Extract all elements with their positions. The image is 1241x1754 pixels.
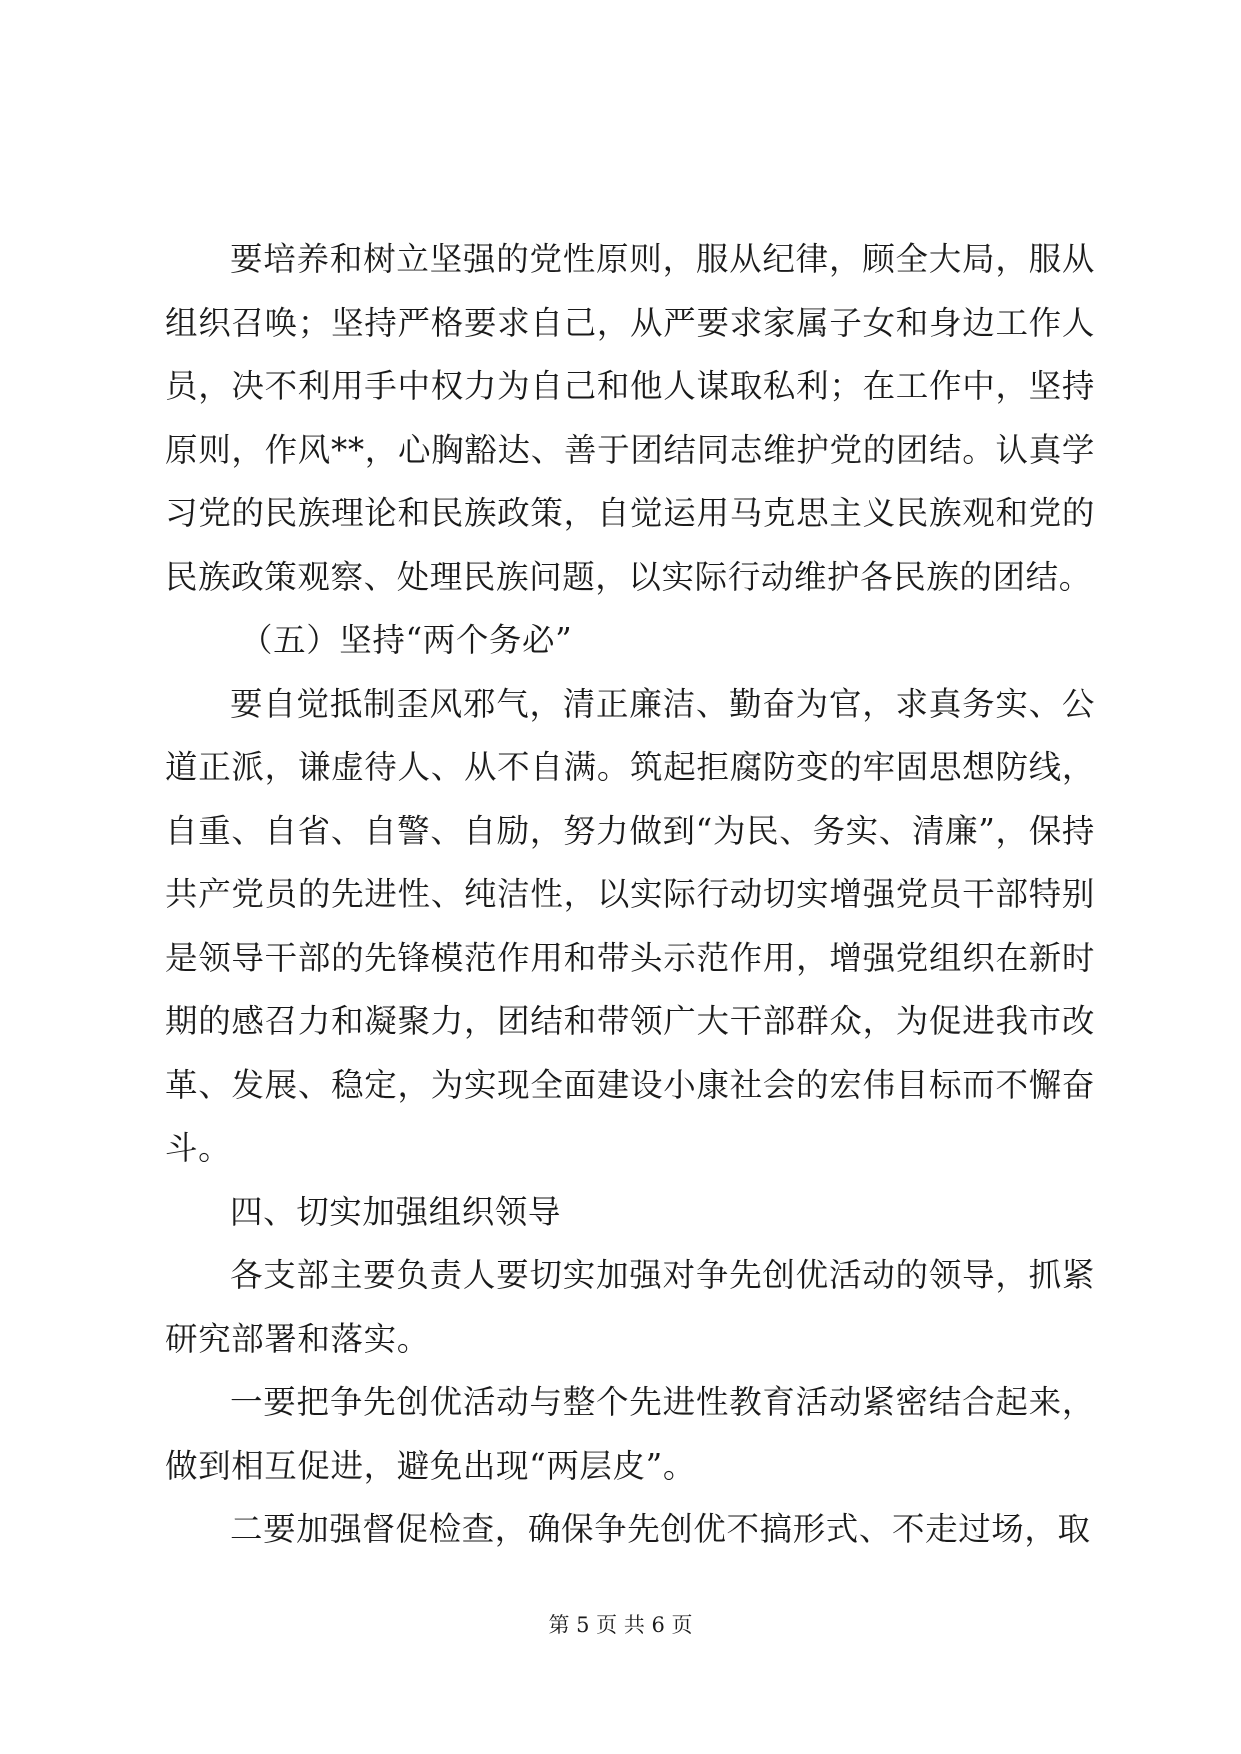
page-footer — [0, 1610, 1241, 1640]
paragraph-party-principles: 要培养和树立坚强的党性原则，服从纪律，顾全大局，服从组织召唤；坚持严格要求自己，从严要求家属子女和身边工作人员，决不利用手中权力为自己和他人谋取私利；在工作中，坚持原则，作风**，心胸豁达、善于团结同志维护党的团结。认真学习党的民族理论和民族政策，自觉运用马克思主义民族观和党的民族政策观察、处理民族问题，以实际行动维护各民族的团结。 — [165, 240, 1095, 596]
paragraph-second-requirement: 二要加强督促检查，确保争先创优不搞形式、不走过场，取 — [230, 1510, 1091, 1548]
paragraph-resist-unhealthy-trends: 要自觉抵制歪风邪气，清正廉洁、勤奋为官，求真务实、公道正派，谦虚待人、从不自满。筑起拒腐防变的牢固思想防线，自重、自省、自警、自励，努力做到“为民、务实、清廉”，保持共产党员的先进性、纯洁性，以实际行动切实增强党员干部特别是领导干部的先锋模范作用和带头示范作用，增强党组织在新时期的感召力和凝聚力，团结和带领广大干部群众，为促进我市改革、发展、稳定，为实现全面建设小康社会的宏伟目标而不懈奋斗。 — [165, 684, 1095, 1167]
paragraph-first-requirement: 一要把争先创优活动与整个先进性教育活动紧密结合起来，做到相互促进，避免出现“两层皮”。 — [165, 1383, 1095, 1485]
page-number-label: 第 5 页 共 6 页 — [548, 1613, 693, 1637]
section-heading-organization-leadership: 四、切实加强组织领导 — [230, 1192, 562, 1231]
paragraph-branch-leaders: 各支部主要负责人要切实加强对争先创优活动的领导，抓紧研究部署和落实。 — [165, 1256, 1095, 1358]
section-heading-two-musts: （五）坚持“两个务必” — [240, 621, 573, 659]
document-body — [165, 228, 1095, 1562]
